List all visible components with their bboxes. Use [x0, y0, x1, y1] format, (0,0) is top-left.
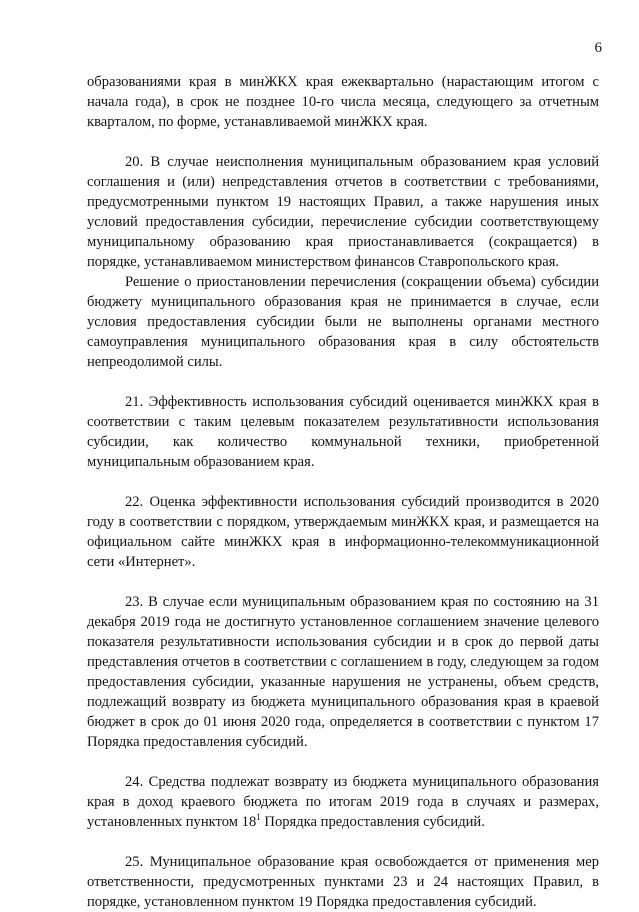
page-number: 6	[594, 40, 602, 56]
paragraph-21: 21. Эффективность использования субсидий оценивается минЖКХ края в соответствии с таким целевым показателем результативности использования субсидии, как количество коммунальной техники, приобретенной муниципальным образованием края.	[87, 394, 599, 470]
paragraph-gap	[87, 572, 599, 592]
paragraph-24	[87, 772, 599, 832]
paragraph-gap	[87, 472, 599, 492]
paragraph-23: 23. В случае если муниципальным образованием края по состоянию на 31 декабря 2019 года не достигнуто установленное соглашением значение целевого показателя результативности использования субсидии и в срок до первой даты представления отчетов в соответствии с соглашением в году, следующем за годом предоставления субсидии, указанные нарушения не устранены, объем средств, подлежащий возврату из бюджета муниципального образования края в краевой бюджет в срок до 01 июня 2020 года, определяется в соответствии с пунктом 17 Порядка предоставления субсидий.	[87, 594, 599, 750]
paragraph-gap	[87, 372, 599, 392]
paragraph-gap	[87, 832, 599, 852]
paragraph-24-superscript: 1	[256, 812, 261, 823]
paragraph-25: 25. Муниципальное образование края освобождается от применения мер ответственности, предусмотренных пунктами 23 и 24 настоящих Правил, в порядке, установленном пунктом 19 Порядка предоставления субсидий.	[87, 854, 599, 910]
paragraph-22: 22. Оценка эффективности использования субсидий производится в 2020 году в соответствии с порядком, утверждаемым минЖКХ края, и размещается на официальном сайте минЖКХ края в информационно-телекоммуникационной сети «Интернет».	[87, 494, 599, 570]
paragraph-24-text-end: Порядка предоставления субсидий.	[260, 814, 485, 830]
paragraph-20-decision: Решение о приостановлении перечисления (сокращении объема) субсидии бюджету муниципального образования края не принимается в случае, если условия предоставления субсидии были не выполнены органами местного самоуправления муниципального образования края в силу обстоятельств непреодолимой силы.	[87, 274, 599, 370]
paragraph-20: 20. В случае неисполнения муниципальным образованием края условий соглашения и (или) непредставления отчетов в соответствии с требованиями, предусмотренными пунктом 19 настоящих Правил, а также нарушения иных условий предоставления субсидии, перечисление субсидии соответствующему муниципальному образованию края приостанавливается (сокращается) в порядке, устанавливаемом министерством финансов Ставропольского края.	[87, 154, 599, 270]
paragraph-gap	[87, 752, 599, 772]
paragraph-continuation: образованиями края в минЖКХ края ежеквартально (нарастающим итогом с начала года), в срок не позднее 10-го числа месяца, следующего за отчетным кварталом, по форме, устанавливаемой минЖКХ края.	[87, 74, 599, 130]
document-body	[87, 72, 599, 912]
paragraph-gap	[87, 132, 599, 152]
paragraph-24-text: 24. Средства подлежат возврату из бюджета муниципального образования края в доход краевого бюджета по итогам 2019 года в случаях и размерах, установленных пунктом 18	[87, 774, 599, 830]
